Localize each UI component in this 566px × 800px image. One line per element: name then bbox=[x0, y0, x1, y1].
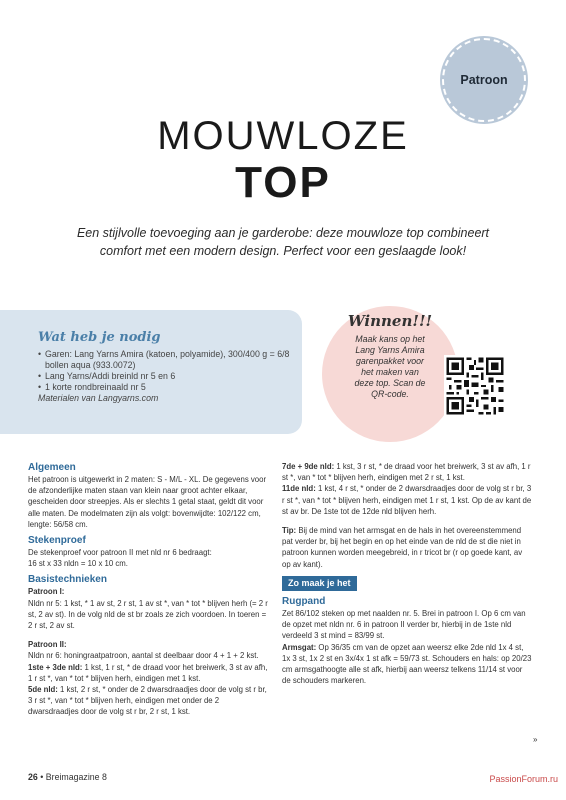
title-line-2: TOP bbox=[235, 158, 331, 207]
giveaway-text bbox=[326, 312, 454, 400]
back-text: Zet 86/102 steken op met naalden nr. 5. Brei in patroon I. Op 6 cm van de opzet met nldn nr. 6 in patroon II verder br, hierbij in de 1ste nld verdeeld 3 st mind = 83/99 st. bbox=[282, 609, 526, 641]
row-text: 1 kst, 2 r st, * onder de 2 dwarsdraadjes door de volg st r br, 3 r st *, van * tot * blijven herh, eindigen met onder de 2 dwarsdraadjes door de volg st r br, 2 r st, 1 kst. bbox=[28, 685, 267, 717]
materials-list bbox=[38, 349, 290, 393]
intro-text bbox=[60, 224, 506, 260]
materials-box bbox=[0, 310, 302, 434]
section-title-back: Rugpand bbox=[282, 596, 326, 608]
armhole-label: Armsgat: bbox=[282, 642, 317, 652]
row-label: 5de nld: bbox=[28, 685, 58, 695]
section-title-gauge: Stekenproef bbox=[28, 535, 86, 547]
giveaway-heading: Winnen!!! bbox=[347, 312, 433, 330]
row-label: 1ste + 3de nld: bbox=[28, 662, 83, 672]
giveaway-line: het maken van bbox=[361, 367, 419, 377]
row-text: 1 kst, 1 r st, * de draad voor het breiwerk, 3 st av afh, 1 r st *, van * tot * blijven herh, eindigen met 1 kst. bbox=[28, 662, 268, 683]
instructions-column-left bbox=[28, 461, 268, 718]
row-7-9 bbox=[282, 461, 532, 483]
intro-line: Een stijlvolle toevoeging aan je garderobe: deze mouwloze top combineert bbox=[76, 226, 490, 240]
general-text: Het patroon is uitgewerkt in 2 maten: S - M/L - XL. De gegevens voor de afzonderlijke maten staan van klein naar groot achter elkaar, gescheiden door streepjes. Als er slechts 1 getal staat, geldt dit voor alle maten. De modelmaten zijn als volgt: bovenwijdte: 102/122 cm, lengte: 56/58 cm. bbox=[28, 475, 267, 529]
materials-heading: Wat heb je nodig bbox=[38, 330, 161, 345]
giveaway-line: Maak kans op het bbox=[355, 334, 425, 344]
title-line-1: MOUWLOZE bbox=[157, 114, 409, 158]
row-1-3 bbox=[28, 662, 268, 684]
tip-text: Bij de mind van het armsgat en de hals in het overeenstemmend pat verder br, bij het begin en op het einde van de nld de st die niet in patroon kunnen worden meegebreid, in r tricot br (r op goede kant, av op av kant). bbox=[282, 526, 523, 569]
gauge-line: De stekenproef voor patroon II met nld nr 6 bedraagt: bbox=[28, 548, 212, 558]
row-text: 1 kst, 3 r st, * de draad voor het breiwerk, 3 st av afh, 1 r st *, van * tot * blijven herh, eindigen met 2 r st, 1 kst. bbox=[282, 462, 531, 483]
giveaway-line: QR-code. bbox=[371, 389, 409, 399]
badge-label: Patroon bbox=[460, 73, 508, 87]
armhole-text bbox=[282, 642, 532, 687]
pattern-2-text: Nldn nr 6: honingraatpatroon, aantal st deelbaar door 4 + 1 + 2 kst. bbox=[28, 651, 259, 661]
giveaway-line: deze top. Scan de bbox=[354, 378, 426, 388]
materials-item: • Garen: Lang Yarns Amira (katoen, polyamide), 300/400 g = 6/8 bollen aqua (933.0072) bbox=[38, 349, 290, 371]
continue-arrow-icon: » bbox=[533, 735, 538, 744]
giveaway-line: Lang Yarns Amira bbox=[355, 345, 425, 355]
magazine-name: Breimagazine 8 bbox=[45, 772, 107, 782]
watermark: PassionForum.ru bbox=[489, 774, 558, 784]
row-label: 7de + 9de nld: bbox=[282, 462, 335, 471]
materials-item: • 1 korte rondbreinaald nr 5 bbox=[38, 382, 290, 393]
qr-code[interactable] bbox=[444, 355, 506, 417]
pattern-1-text: Nldn nr 5: 1 kst, * 1 av st, 2 r st, 1 av st *, van * tot * blijven herh (= 2 r st, 2 av st). In de volg nld de st br zoals ze zich voordoen. In toeren = 2 r st, 2 av st. bbox=[28, 598, 268, 631]
armhole-body: Op 36/35 cm van de opzet aan weersz elke 2de nld 1x 4 st, 1x 3 st, 1x 2 st en 3x/4x 1 st afk = 59/73 st. Schouders en hals: op 20/23 cm armsgathoogte alle st afk, hierbij aan weersz telkens 11/14 st voor de schouders markeren. bbox=[282, 642, 532, 686]
pattern-2-title: Patroon II: bbox=[28, 640, 67, 650]
pattern-badge bbox=[442, 38, 526, 122]
page-footer bbox=[28, 772, 107, 782]
section-title-techniques: Basistechnieken bbox=[28, 574, 107, 586]
footer-bullet: • bbox=[40, 772, 46, 782]
qr-code-icon bbox=[444, 355, 506, 417]
row-label: 11de nld: bbox=[282, 484, 316, 494]
giveaway-line: garenpakket voor bbox=[356, 356, 424, 366]
materials-note: Materialen van Langyarns.com bbox=[38, 393, 159, 403]
instructions-column-right bbox=[282, 461, 532, 686]
materials-item: • Lang Yarns/Addi breinld nr 5 en 6 bbox=[38, 371, 290, 382]
section-title-general: Algemeen bbox=[28, 462, 76, 473]
tip bbox=[282, 525, 532, 570]
row-11 bbox=[282, 483, 532, 517]
row-5 bbox=[28, 684, 268, 718]
pattern-1-title: Patroon I: bbox=[28, 587, 65, 597]
row-text: 1 kst, 4 r st, * onder de 2 dwarsdraadjes door de volg st r br, 3 r st *, van * tot * blijven herh, eindigen met 1 r st, 1 kst. Op de av kant de st av br. De 1ste tot de 12de nld blijven herh. bbox=[282, 484, 532, 516]
how-to-tag: Zo maak je het bbox=[282, 576, 357, 591]
gauge-line: 16 st x 33 nldn = 10 x 10 cm. bbox=[28, 559, 128, 569]
page-number: 26 bbox=[28, 772, 38, 782]
intro-line: comfort met een modern design. Perfect voor een geslaagde look! bbox=[99, 244, 467, 258]
tip-label: Tip: bbox=[282, 526, 297, 536]
